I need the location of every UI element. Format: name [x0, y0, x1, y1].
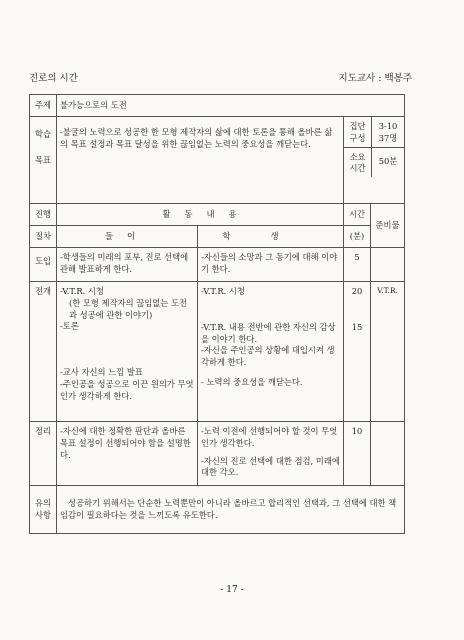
table-row: [30, 282, 405, 422]
group-label: 집단 구성: [344, 117, 372, 147]
wrap-time: 10: [344, 422, 371, 486]
time-header-2: (분): [344, 226, 371, 248]
page-number: - 17 -: [220, 585, 244, 595]
activity-header-bottom: [30, 226, 405, 248]
student-header: 학생: [198, 226, 344, 248]
header-teacher: 지도교사 : 백봉주: [338, 73, 412, 84]
wrap-student: -노력 이전에 선행되어야 할 것이 무엇인가 생각한다. -자신의 진로 선택에 대한 점검, 미래에 대한 각오.: [198, 422, 344, 486]
topic-label: 주제: [30, 95, 57, 117]
table-row: [30, 248, 405, 282]
stage-header-2: 절차: [30, 226, 57, 248]
activity-title: 활동내용: [57, 204, 344, 226]
stage-wrap: 정리: [30, 422, 57, 486]
dev-prep: V.T.R.: [371, 282, 405, 422]
intro-student: -자신들의 소망과 그 동기에 대해 이야기 한다.: [198, 248, 344, 282]
intro-time: 5: [344, 248, 371, 282]
intro-teacher: -학생들의 미래의 포부, 진로 선택에 관해 발표하게 한다.: [57, 248, 198, 282]
wrap-teacher: -자신에 대한 정확한 판단과 올바른 목표 설정이 선행되어야 함을 설명한다.: [57, 422, 198, 486]
note-row: [30, 486, 405, 534]
note-label: 유의 사항: [30, 486, 57, 534]
time-header-1: 시간: [344, 204, 371, 226]
topic-row: [30, 95, 405, 117]
goal-text: -불굴의 노력으로 성공한 한 모형 제작자의 삶에 대한 토론을 통해 올바른 삶의 목표 설정과 목표 달성을 위한 끊임없는 노력의 중요성을 깨닫는다.: [57, 117, 344, 204]
lesson-plan-table: [29, 94, 405, 534]
group-value: 3-10 37명: [372, 117, 405, 147]
stage-header-1: 진행: [30, 204, 57, 226]
wrap-prep: [371, 422, 405, 486]
activity-header-top: [30, 204, 405, 226]
duration-label: 소요 시간: [344, 147, 372, 177]
intro-prep: [371, 248, 405, 282]
table-row: [30, 422, 405, 486]
teacher-header: 들이: [57, 226, 198, 248]
goal-row: [30, 117, 405, 204]
dev-student: -V.T.R. 시청 -V.T.R. 내용 전반에 관한 자신의 감상을 이야기 한다. -자신을 주인공의 상황에 대입시켜 생각하게 한다. - 노력의 중요성을 깨닫는다.: [198, 282, 344, 422]
goal-meta: [344, 117, 404, 177]
prep-header: 준비물: [371, 204, 405, 248]
duration-value: 50분: [378, 156, 398, 167]
stage-dev: 전개: [30, 282, 57, 422]
header-subject: 진로의 시간: [29, 73, 78, 84]
stage-intro: 도입: [30, 248, 57, 282]
note-text: 성공하기 위해서는 단순한 노력뿐만이 아니라 올바르고 합리적인 선택과, 그 선택에 대한 책임감이 필요하다는 것을 느끼도록 유도한다.: [57, 486, 405, 534]
topic-value: 불가능으로의 도전: [57, 95, 405, 117]
goal-label: 학습 목표: [30, 117, 57, 204]
dev-teacher: -V.T.R. 시청 (한 모형 제작자의 끊임없는 도전과 성공에 관한 이야기) -토론 -교사 자신의 느낌 발표 -주인공을 성공으로 이끈 원의가 무엇인가 생각하게 한다.: [57, 282, 198, 422]
dev-time: 20 15: [344, 282, 371, 422]
